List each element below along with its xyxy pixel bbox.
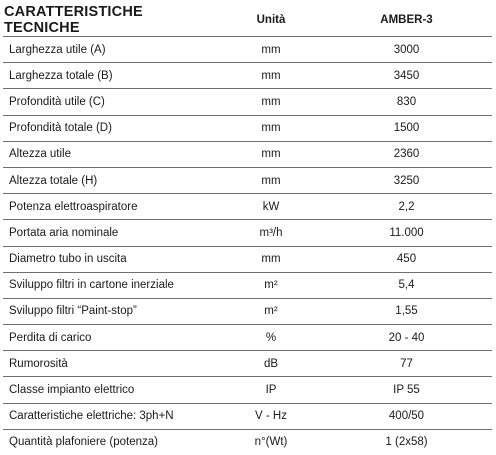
spec-unit: mm [221,141,321,167]
spec-name: Perdita di carico [3,325,221,351]
table-row [3,167,492,193]
spec-unit: m² [221,272,321,298]
table-row [3,220,492,246]
table-row [3,63,492,89]
spec-unit: % [221,325,321,351]
spec-value: 3250 [321,167,492,193]
spec-value: 1 (2x58) [385,436,428,449]
spec-unit: mm [221,89,321,115]
spec-unit: IP [221,377,321,403]
spec-name: Larghezza utile (A) [3,37,221,63]
spec-value: 400/50 [321,403,492,429]
spec-unit: kW [221,194,321,220]
table-row [3,429,492,455]
table-row [3,377,492,403]
spec-name: Profondità totale (D) [3,115,221,141]
table-row [3,194,492,220]
table-row [3,351,492,377]
spec-table [3,4,492,455]
spec-name: Sviluppo filtri “Paint-stop” [3,298,221,324]
spec-unit: m² [221,298,321,324]
spec-name: Altezza totale (H) [3,167,221,193]
spec-value: 3000 [321,37,492,63]
spec-value: 450 [321,246,492,272]
spec-value: 77 [321,351,492,377]
header-row [3,4,492,37]
table-row [3,325,492,351]
spec-name: Classe impianto elettrico [3,377,221,403]
spec-unit: mm [221,167,321,193]
spec-value: 20 - 40 [321,325,492,351]
table-row [3,403,492,429]
unit-column-header: Unità [256,14,286,26]
spec-value: IP 55 [321,377,492,403]
table-row [3,89,492,115]
spec-name: Portata aria nominale [3,220,221,246]
spec-value: 830 [321,89,492,115]
spec-value: 11.000 [321,220,492,246]
spec-unit: V - Hz [221,403,321,429]
spec-name: Larghezza totale (B) [3,63,221,89]
spec-value: 3450 [321,63,492,89]
spec-unit: dB [221,351,321,377]
spec-value: 1500 [321,115,492,141]
table-row [3,37,492,63]
spec-name: Caratteristiche elettriche: 3ph+N [3,403,221,429]
table-row [3,141,492,167]
table-row [3,298,492,324]
spec-unit: mm [221,37,321,63]
spec-value: 2360 [321,141,492,167]
table-row [3,272,492,298]
spec-unit: n°(Wt) [254,436,288,449]
spec-name: Potenza elettroaspiratore [3,194,221,220]
spec-value: 5,4 [321,272,492,298]
spec-unit: mm [221,115,321,141]
spec-unit: mm [221,246,321,272]
table-title: CARATTERISTICHE TECNICHE [4,4,143,36]
table-row [3,115,492,141]
spec-name: Diametro tubo in uscita [3,246,221,272]
model-column-header: AMBER-3 [380,14,433,26]
spec-name: Profondità utile (C) [3,89,221,115]
spec-value: 1,55 [321,298,492,324]
spec-unit: m³/h [221,220,321,246]
spec-name: Sviluppo filtri in cartone inerziale [3,272,221,298]
spec-name: Rumorosità [3,351,221,377]
spec-name: Quantità plafoniere (potenza) [9,436,158,449]
spec-name: Altezza utile [3,141,221,167]
spec-unit: mm [221,63,321,89]
table-row [3,246,492,272]
spec-value: 2,2 [321,194,492,220]
